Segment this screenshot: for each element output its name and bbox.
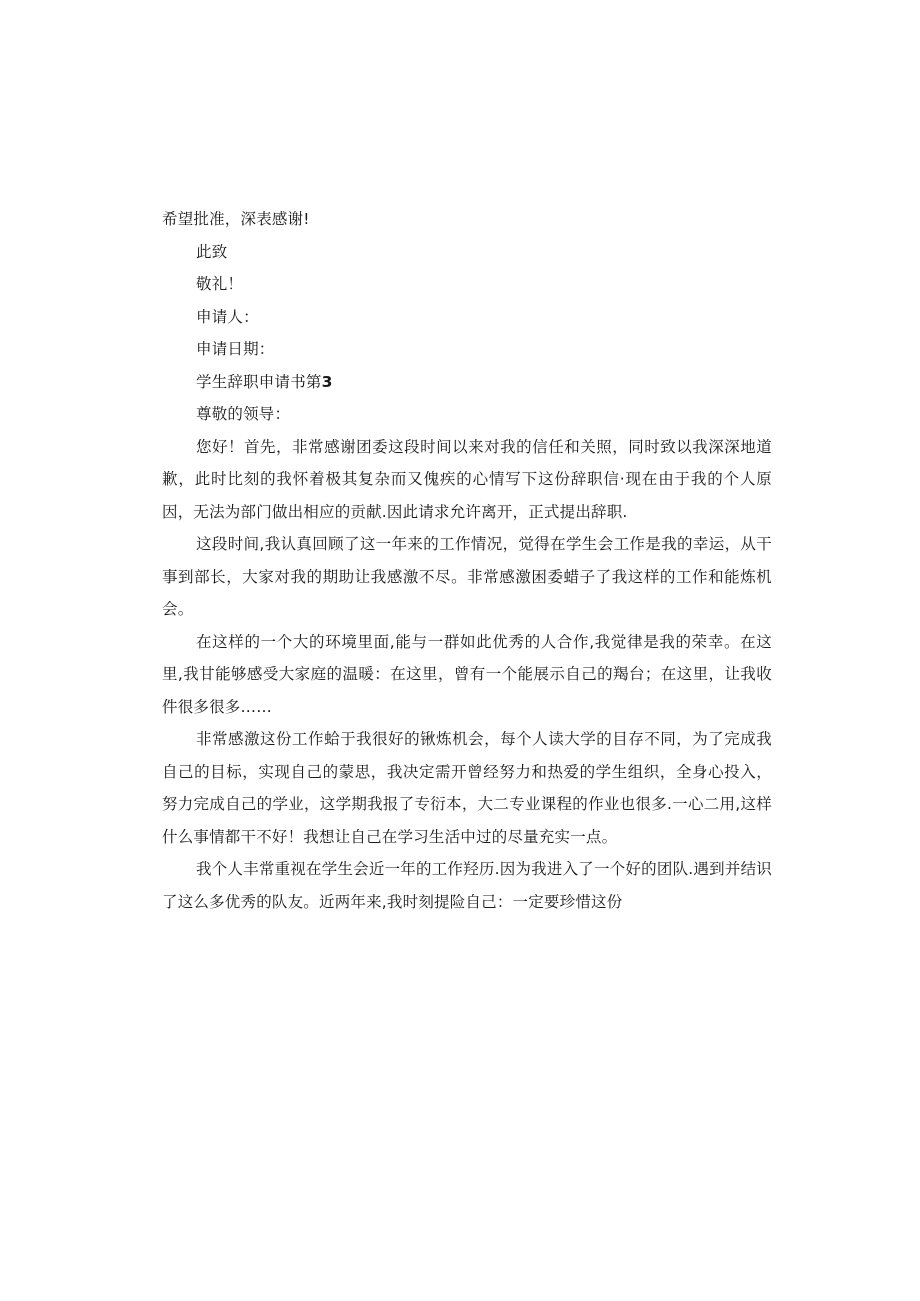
paragraph: 这段时间,我认真回顾了这一年来的工作情况，觉得在学生会工作是我的幸运，从干事到部长，大家对我的期助让我感激不尽。非常感激困委蜡子了我这样的工作和能炼机会。 bbox=[162, 535, 772, 618]
section-title bbox=[162, 366, 772, 399]
paragraph: 我个人丰常重视在学生会近一年的工作羟历.因为我进入了一个好的团队.遇到并结识了这么多优秀的队友。近两年来,我时刻提险自己：一定要珍惜这份 bbox=[162, 860, 772, 911]
paragraph: 非常感激这份工作蛤于我很好的锹炼机会，每个人读大学的目存不同，为了完成我自己的目标，实现自己的蒙思，我决定需开曾经努力和热爱的学生组织，全身心投入，努力完成自己的学业，这学期我报了专衍本，大二专业课程的作业也很多.一心二用,这样什么事情都干不好！我想让自己在学习生活中过的尽量充实一点。 bbox=[162, 730, 772, 846]
section-title-number: 3 bbox=[321, 372, 333, 391]
paragraph: 您好！首先，非常感谢团委这段时间以来对我的信任和关照，同时致以我深深地道歉，此时比刻的我怀着极其复杂而又傀疾的心情写下这份辞职信·现在由于我的个人原因，无法为部门做出相应的贡献.因此请求允许离开，正式提出辞职. bbox=[162, 437, 772, 521]
applicant-label: 申请人： bbox=[196, 307, 259, 326]
closing-line: 希望批准，深表感谢! bbox=[162, 210, 310, 228]
salutation-respect: 此致 bbox=[196, 242, 228, 261]
date-label: 申请日期： bbox=[196, 340, 275, 358]
letter-body bbox=[162, 203, 772, 918]
salutation-regards: 敬礼！ bbox=[196, 275, 244, 293]
greeting: 尊敬的领导： bbox=[196, 405, 291, 423]
paragraph: 在这样的一个大的环境里面,能与一群如此优秀的人合作,我觉律是我的荣幸。在这里,我甘能够感受大家庭的温暖：在这里，曾有一个能展示自己的羯台；在这里，让我收件很多很多…… bbox=[162, 632, 772, 716]
section-title-prefix: 学生辞职申请书第 bbox=[196, 372, 322, 391]
